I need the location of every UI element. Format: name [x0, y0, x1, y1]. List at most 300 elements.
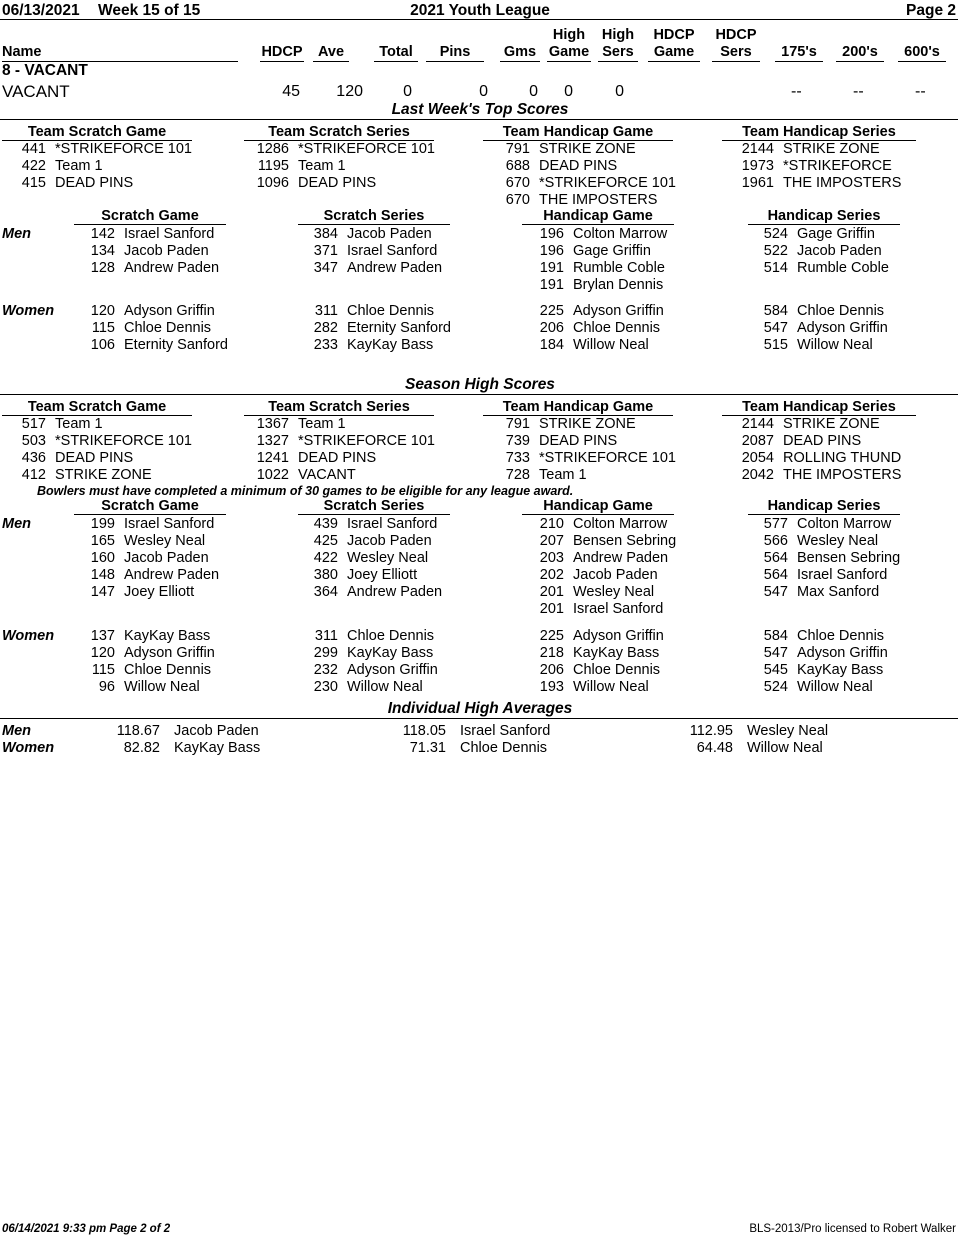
bowler-name: Jacob Paden — [124, 243, 209, 259]
score-value: 2144 — [741, 141, 774, 157]
bowler-name: Eternity Sanford — [124, 337, 228, 353]
score-value: 184 — [539, 337, 564, 353]
list-item — [244, 433, 435, 450]
average-value: 71.31 — [409, 740, 446, 756]
score-value: 670 — [505, 175, 530, 191]
list-item — [298, 303, 434, 320]
score-value: 425 — [313, 533, 338, 549]
score-value: 584 — [763, 303, 788, 319]
list-item — [2, 450, 133, 467]
bowler-175s: -- — [791, 83, 802, 100]
list-item — [748, 662, 883, 679]
bowler-name: Andrew Paden — [124, 260, 220, 276]
list-item — [2, 141, 192, 158]
bowler-name: Colton Marrow — [573, 226, 668, 242]
list-item — [2, 175, 133, 192]
bowler-name: Wesley Neal — [747, 723, 829, 739]
list-item — [748, 303, 884, 320]
score-value: 299 — [313, 645, 338, 661]
score-value: 202 — [539, 567, 564, 583]
bowler-name: Andrew Paden — [124, 567, 220, 583]
bowler-name: Willow Neal — [573, 679, 649, 695]
team-name: Team 1 — [539, 467, 587, 483]
score-value: 96 — [98, 679, 115, 695]
bowler-gms: 0 — [529, 83, 538, 100]
score-value: 193 — [539, 679, 564, 695]
bowler-name: Willow Neal — [747, 740, 823, 756]
score-value: 120 — [90, 303, 115, 319]
list-item — [522, 277, 663, 294]
list-item — [748, 337, 873, 354]
team-name: *STRIKEFORCE 101 — [298, 141, 435, 157]
bowler-name: Chloe Dennis — [124, 320, 212, 336]
list-item — [298, 533, 432, 550]
score-value: 1096 — [256, 175, 289, 191]
score-value: 2144 — [741, 416, 774, 432]
bowler-name: Wesley Neal — [347, 550, 429, 566]
score-value: 522 — [763, 243, 788, 259]
individual-block-heading: Handicap Series — [748, 208, 900, 225]
list-item — [74, 645, 215, 662]
list-item — [522, 320, 660, 337]
team-block-heading: Team Handicap Series — [722, 124, 916, 141]
list-item — [298, 320, 451, 337]
list-item — [298, 337, 433, 354]
list-item — [522, 516, 667, 533]
bowler-name: Colton Marrow — [573, 516, 668, 532]
team-name: THE IMPOSTERS — [783, 467, 902, 483]
score-value: 422 — [21, 158, 46, 174]
team-name: STRIKE ZONE — [783, 141, 880, 157]
score-value: 1973 — [741, 158, 774, 174]
average-value: 64.48 — [696, 740, 733, 756]
bowler-total: 0 — [403, 83, 412, 100]
bowler-name: Israel Sanford — [124, 516, 215, 532]
individual-block-heading: Handicap Game — [522, 208, 674, 225]
list-item — [74, 679, 200, 696]
bowler-name: Adyson Griffin — [124, 645, 215, 661]
list-item — [483, 158, 617, 175]
team-name: *STRIKEFORCE 101 — [539, 450, 676, 466]
score-value: 225 — [539, 303, 564, 319]
list-item — [298, 226, 432, 243]
score-value: 439 — [313, 516, 338, 532]
list-item — [298, 662, 438, 679]
team-name: *STRIKEFORCE 101 — [539, 175, 676, 191]
list-item — [244, 175, 376, 192]
bowler-name: Wesley Neal — [573, 584, 655, 600]
bowler-name: Jacob Paden — [347, 226, 432, 242]
score-value: 191 — [539, 277, 564, 293]
score-value: 191 — [539, 260, 564, 276]
bowler-name: KayKay Bass — [174, 740, 261, 756]
team-name: THE IMPOSTERS — [783, 175, 902, 191]
bowler-name: Andrew Paden — [347, 260, 443, 276]
list-item — [244, 467, 356, 484]
list-item — [483, 450, 676, 467]
list-item — [748, 584, 879, 601]
list-item — [748, 550, 900, 567]
page-label: Page 2 — [906, 2, 956, 19]
individual-block-heading: Handicap Game — [522, 498, 674, 515]
list-item — [633, 740, 823, 757]
list-item — [722, 433, 861, 450]
list-item — [298, 243, 437, 260]
score-value: 2042 — [741, 467, 774, 483]
list-item — [298, 584, 442, 601]
team-name: Team 1 — [298, 158, 346, 174]
score-value: 128 — [90, 260, 115, 276]
list-item — [522, 243, 651, 260]
score-value: 515 — [763, 337, 788, 353]
team-name: *STRIKEFORCE — [783, 158, 892, 174]
team-block-heading: Team Scratch Game — [2, 124, 192, 141]
list-item — [244, 450, 376, 467]
list-item — [748, 645, 888, 662]
bowler-name: Rumble Coble — [573, 260, 665, 276]
col-hdcp-game: HDCP Game — [648, 27, 700, 62]
individual-block-heading: Handicap Series — [748, 498, 900, 515]
individual-block-heading: Scratch Game — [74, 498, 226, 515]
score-value: 199 — [90, 516, 115, 532]
list-item — [298, 516, 437, 533]
list-item — [722, 158, 892, 175]
list-item — [522, 550, 668, 567]
score-value: 380 — [313, 567, 338, 583]
score-value: 503 — [21, 433, 46, 449]
list-item — [522, 260, 665, 277]
score-value: 160 — [90, 550, 115, 566]
bowler-name: KayKay Bass — [573, 645, 660, 661]
bowler-600s: -- — [915, 83, 926, 100]
score-value: 134 — [90, 243, 115, 259]
average-value: 112.95 — [689, 723, 733, 739]
list-item — [74, 243, 209, 260]
list-item — [298, 679, 423, 696]
bowler-name: Chloe Dennis — [797, 303, 885, 319]
individual-block-heading: Scratch Series — [298, 498, 450, 515]
score-value: 422 — [313, 550, 338, 566]
bowler-name: Adyson Griffin — [573, 303, 664, 319]
list-item — [298, 567, 417, 584]
score-value: 371 — [313, 243, 338, 259]
team-name: STRIKE ZONE — [539, 141, 636, 157]
score-value: 577 — [763, 516, 788, 532]
score-value: 791 — [505, 141, 530, 157]
score-value: 791 — [505, 416, 530, 432]
team-name: DEAD PINS — [55, 175, 134, 191]
score-value: 196 — [539, 226, 564, 242]
bowler-name: Bensen Sebring — [573, 533, 677, 549]
score-value: 1367 — [256, 416, 289, 432]
list-item — [748, 516, 891, 533]
team-name: DEAD PINS — [298, 450, 377, 466]
score-value: 282 — [313, 320, 338, 336]
team-name: Team 1 — [55, 416, 103, 432]
score-value: 311 — [314, 628, 338, 644]
team-name: DEAD PINS — [539, 433, 618, 449]
score-value: 739 — [505, 433, 530, 449]
list-item — [74, 226, 214, 243]
list-item — [74, 584, 194, 601]
bowler-name: Willow Neal — [797, 337, 873, 353]
col-hdcp-sers: HDCP Sers — [712, 27, 760, 62]
list-item — [522, 533, 676, 550]
score-value: 688 — [505, 158, 530, 174]
bowler-name: Chloe Dennis — [573, 662, 661, 678]
score-value: 142 — [90, 226, 115, 242]
score-value: 347 — [313, 260, 338, 276]
score-value: 670 — [505, 192, 530, 208]
report-date: 06/13/2021 — [2, 2, 80, 19]
score-value: 564 — [763, 550, 788, 566]
list-item — [244, 416, 346, 433]
list-item — [74, 567, 219, 584]
team-block-heading: Team Handicap Series — [722, 399, 916, 416]
bowler-name: Adyson Griffin — [797, 320, 888, 336]
list-item — [74, 320, 211, 337]
score-value: 514 — [763, 260, 788, 276]
list-item — [522, 662, 660, 679]
bowler-name: Willow Neal — [573, 337, 649, 353]
score-value: 728 — [505, 467, 530, 483]
team-name: THE IMPOSTERS — [539, 192, 658, 208]
score-value: 415 — [21, 175, 46, 191]
score-value: 115 — [91, 320, 115, 336]
col-total: Total — [374, 44, 418, 62]
list-item — [483, 141, 636, 158]
list-item — [722, 416, 880, 433]
list-item — [346, 740, 547, 757]
col-pins: Pins — [426, 44, 484, 62]
list-item — [748, 533, 878, 550]
list-item — [298, 260, 442, 277]
team-block-heading: Team Scratch Series — [244, 399, 434, 416]
list-item — [2, 158, 103, 175]
list-item — [483, 175, 676, 192]
bowler-name: Gage Griffin — [797, 226, 875, 242]
bowler-name: Andrew Paden — [573, 550, 669, 566]
score-value: 201 — [539, 584, 564, 600]
col-175s: 175's — [775, 44, 823, 62]
col-200s: 200's — [836, 44, 884, 62]
col-name: Name — [2, 44, 238, 62]
bowler-name: Andrew Paden — [347, 584, 443, 600]
list-item — [748, 243, 882, 260]
score-value: 165 — [90, 533, 115, 549]
bowler-name: Jacob Paden — [124, 550, 209, 566]
list-item — [748, 226, 875, 243]
bowler-hdcp: 45 — [282, 83, 300, 100]
bowler-name: Chloe Dennis — [124, 662, 212, 678]
individual-block-heading: Scratch Game — [74, 208, 226, 225]
team-name: STRIKE ZONE — [539, 416, 636, 432]
bowler-pins: 0 — [479, 83, 488, 100]
list-item — [522, 567, 658, 584]
averages-men-label: Men — [2, 723, 31, 739]
score-value: 524 — [763, 679, 788, 695]
team-name: VACANT — [298, 467, 356, 483]
list-item — [522, 226, 667, 243]
bowler-name: Chloe Dennis — [347, 303, 435, 319]
list-item — [244, 158, 346, 175]
bowler-name: Jacob Paden — [797, 243, 882, 259]
score-value: 203 — [539, 550, 564, 566]
team-name: *STRIKEFORCE 101 — [55, 141, 192, 157]
score-value: 210 — [539, 516, 564, 532]
list-item — [298, 628, 434, 645]
list-item — [522, 303, 664, 320]
col-high-game: High Game — [548, 27, 590, 60]
bowler-high-game: 0 — [564, 83, 573, 100]
bowler-high-sers: 0 — [615, 83, 624, 100]
team-name: DEAD PINS — [298, 175, 377, 191]
score-value: 584 — [763, 628, 788, 644]
list-item — [244, 141, 435, 158]
score-value: 2054 — [741, 450, 774, 466]
score-value: 230 — [313, 679, 338, 695]
list-item — [74, 550, 209, 567]
bowler-name: Adyson Griffin — [573, 628, 664, 644]
team-block-heading: Team Handicap Game — [483, 124, 673, 141]
average-value: 118.05 — [402, 723, 446, 739]
team-name: STRIKE ZONE — [55, 467, 152, 483]
bowler-name: Israel Sanford — [573, 601, 664, 617]
score-value: 233 — [313, 337, 338, 353]
bowler-name: Wesley Neal — [124, 533, 206, 549]
bowler-name: Chloe Dennis — [460, 740, 548, 756]
bowler-name: Jacob Paden — [573, 567, 658, 583]
score-value: 207 — [539, 533, 564, 549]
score-value: 218 — [539, 645, 564, 661]
averages-women-label: Women — [2, 740, 55, 756]
list-item — [522, 337, 649, 354]
score-value: 1286 — [256, 141, 289, 157]
list-item — [2, 433, 192, 450]
last-week-men-label: Men — [2, 226, 31, 242]
bowler-name: Eternity Sanford — [347, 320, 451, 336]
list-item — [522, 584, 654, 601]
season-title: Season High Scores — [405, 376, 555, 393]
score-value: 201 — [539, 601, 564, 617]
list-item — [74, 303, 215, 320]
bowler-name: Rumble Coble — [797, 260, 889, 276]
list-item — [522, 679, 649, 696]
score-value: 1327 — [256, 433, 289, 449]
score-value: 436 — [21, 450, 46, 466]
bowler-name: Adyson Griffin — [124, 303, 215, 319]
score-value: 120 — [90, 645, 115, 661]
team-name: *STRIKEFORCE 101 — [55, 433, 192, 449]
list-item — [633, 723, 828, 740]
bowler-name: Max Sanford — [797, 584, 880, 600]
bowler-name: Gage Griffin — [573, 243, 651, 259]
average-value: 82.82 — [123, 740, 160, 756]
bowler-name: Chloe Dennis — [797, 628, 885, 644]
bowler-name: Colton Marrow — [797, 516, 892, 532]
col-gms: Gms — [500, 44, 540, 62]
score-value: 1961 — [741, 175, 774, 191]
score-value: 441 — [21, 141, 46, 157]
bowler-name: Wesley Neal — [797, 533, 879, 549]
score-value: 412 — [21, 467, 46, 483]
score-value: 1022 — [256, 467, 289, 483]
list-item — [748, 567, 887, 584]
score-value: 225 — [539, 628, 564, 644]
team-name: Team 1 — [55, 158, 103, 174]
averages-title: Individual High Averages — [387, 700, 573, 717]
col-high-sers: High Sers — [598, 27, 638, 62]
team-name: DEAD PINS — [539, 158, 618, 174]
bowler-name: KayKay Bass — [797, 662, 884, 678]
bowler-name: Israel Sanford — [797, 567, 888, 583]
bowler-name: Jacob Paden — [347, 533, 432, 549]
bowler-name: Joey Elliott — [347, 567, 418, 583]
individual-block-heading: Scratch Series — [298, 208, 450, 225]
score-value: 2087 — [741, 433, 774, 449]
score-value: 547 — [763, 320, 788, 336]
list-item — [748, 679, 873, 696]
list-item — [74, 533, 205, 550]
list-item — [60, 740, 260, 757]
score-value: 547 — [763, 645, 788, 661]
bowler-name: Bensen Sebring — [797, 550, 901, 566]
team-block-heading: Team Handicap Game — [483, 399, 673, 416]
score-value: 566 — [763, 533, 788, 549]
score-value: 147 — [90, 584, 115, 600]
season-women-label: Women — [2, 628, 55, 644]
list-item — [2, 467, 152, 484]
list-item — [722, 467, 901, 484]
last-week-women-label: Women — [2, 303, 55, 319]
bowler-name: KayKay Bass — [124, 628, 211, 644]
list-item — [748, 260, 889, 277]
score-value: 196 — [539, 243, 564, 259]
score-value: 1195 — [257, 158, 289, 174]
score-value: 517 — [21, 416, 46, 432]
team-name: Team 1 — [298, 416, 346, 432]
bowler-name: Chloe Dennis — [573, 320, 661, 336]
bowler-name: Adyson Griffin — [797, 645, 888, 661]
score-value: 364 — [313, 584, 338, 600]
bowler-name: Joey Elliott — [124, 584, 195, 600]
team-name: DEAD PINS — [783, 433, 862, 449]
col-hdcp: HDCP — [261, 44, 303, 60]
list-item — [74, 337, 228, 354]
team-name: DEAD PINS — [55, 450, 134, 466]
bowler-name: VACANT — [2, 82, 70, 101]
score-value: 1241 — [256, 450, 289, 466]
team-name: *STRIKEFORCE 101 — [298, 433, 435, 449]
footer-license: BLS-2013/Pro licensed to Robert Walker — [749, 1223, 956, 1235]
list-item — [483, 416, 636, 433]
bowler-name: KayKay Bass — [347, 645, 434, 661]
score-value: 547 — [763, 584, 788, 600]
bowler-name: KayKay Bass — [347, 337, 434, 353]
list-item — [2, 416, 103, 433]
team-name: STRIKE ZONE — [783, 416, 880, 432]
team-block-heading: Team Scratch Series — [244, 124, 434, 141]
score-value: 311 — [314, 303, 338, 319]
score-value: 106 — [90, 337, 115, 353]
bowler-name: Israel Sanford — [347, 516, 438, 532]
score-value: 206 — [539, 662, 564, 678]
list-item — [298, 550, 428, 567]
bowler-ave: 120 — [336, 83, 363, 100]
eligibility-note: Bowlers must have completed a minimum of 30 games to be eligible for any league award. — [37, 484, 574, 498]
bowler-name: Willow Neal — [797, 679, 873, 695]
list-item — [748, 628, 884, 645]
